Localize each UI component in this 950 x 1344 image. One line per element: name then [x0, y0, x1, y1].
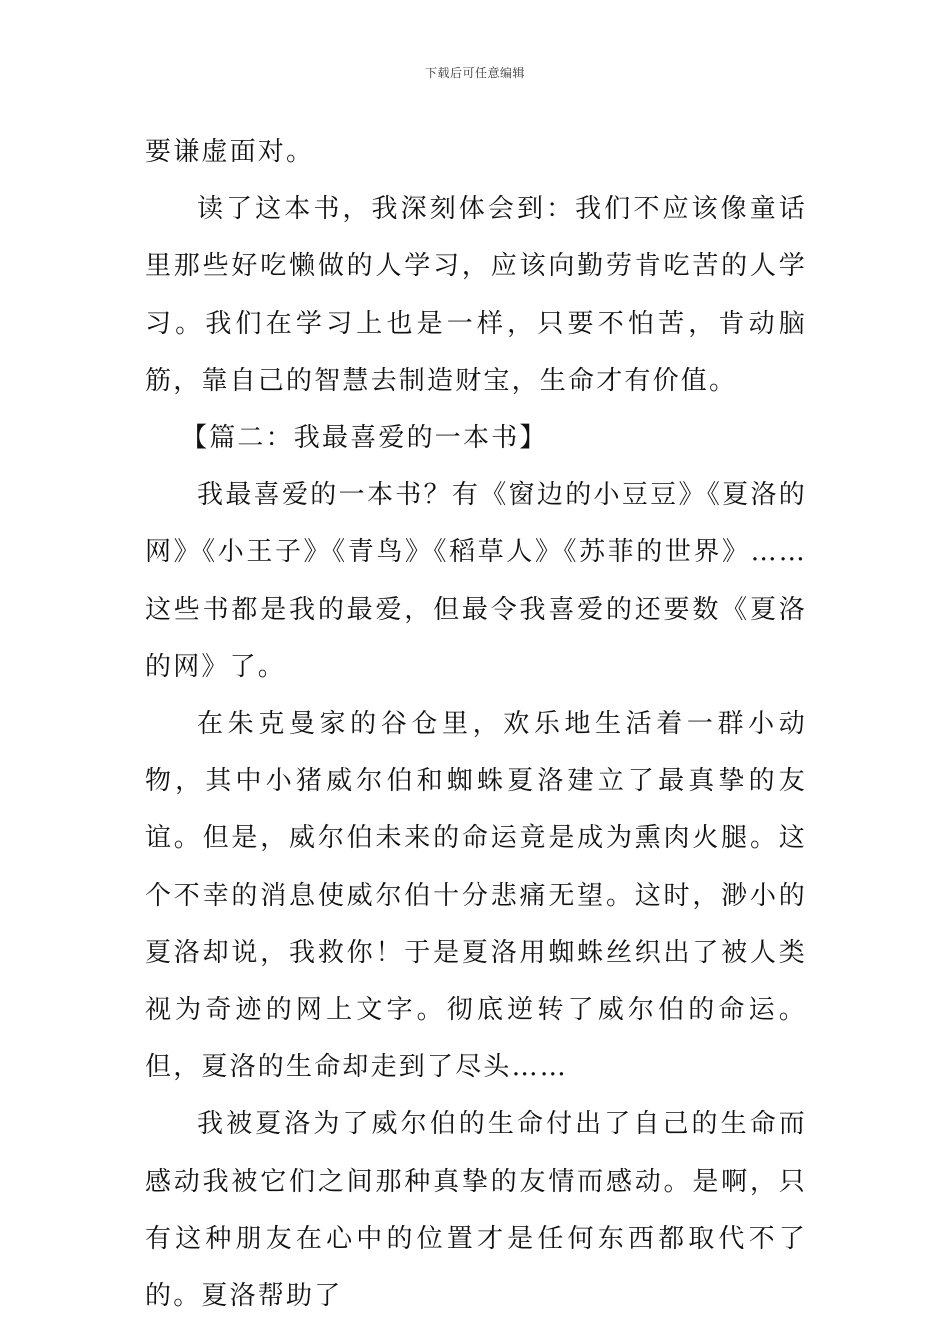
page-header: 下载后可任意编辑 [424, 66, 525, 80]
paragraph-favorite-books: 我最喜爱的一本书？有《窗边的小豆豆》《夏洛的网》《小王子》《青鸟》《稻草人》《苏菲的世界》……这些书都是我的最爱，但最令我喜爱的还要数《夏洛的网》了。 [145, 480, 807, 682]
paragraph-feelings: 我被夏洛为了威尔伯的生命付出了自己的生命而感动我被它们之间那种真挚的友情而感动。是啊，只有这种朋友在心中的位置才是任何东西都取代不了的。夏洛帮助了 [145, 1109, 807, 1312]
paragraph-continuation: 要谦虚面对。 [145, 137, 315, 167]
paragraph-reflection: 读了这本书，我深刻体会到：我们不应该像童话里那些好吃懒做的人学习，应该向勤劳肯吃苦的人学习。我们在学习上也是一样，只要不怕苦，肯动脑筋，靠自己的智慧去制造财宝，生命才有价值。 [145, 194, 807, 396]
section-heading: 【篇二：我最喜爱的一本书】 [181, 423, 548, 454]
document-body [145, 124, 807, 1325]
paragraph-story-summary: 在朱克曼家的谷仓里，欢乐地生活着一群小动物，其中小猪威尔伯和蜘蛛夏洛建立了最真挚的友谊。但是，威尔伯未来的命运竟是成为熏肉火腿。这个不幸的消息使威尔伯十分悲痛无望。这时，渺小的夏洛却说，我救你！于是夏洛用蜘蛛丝织出了被人类视为奇迹的网上文字。彻底逆转了威尔伯的命运。但，夏洛的生命却走到了尽头…… [145, 709, 807, 1083]
